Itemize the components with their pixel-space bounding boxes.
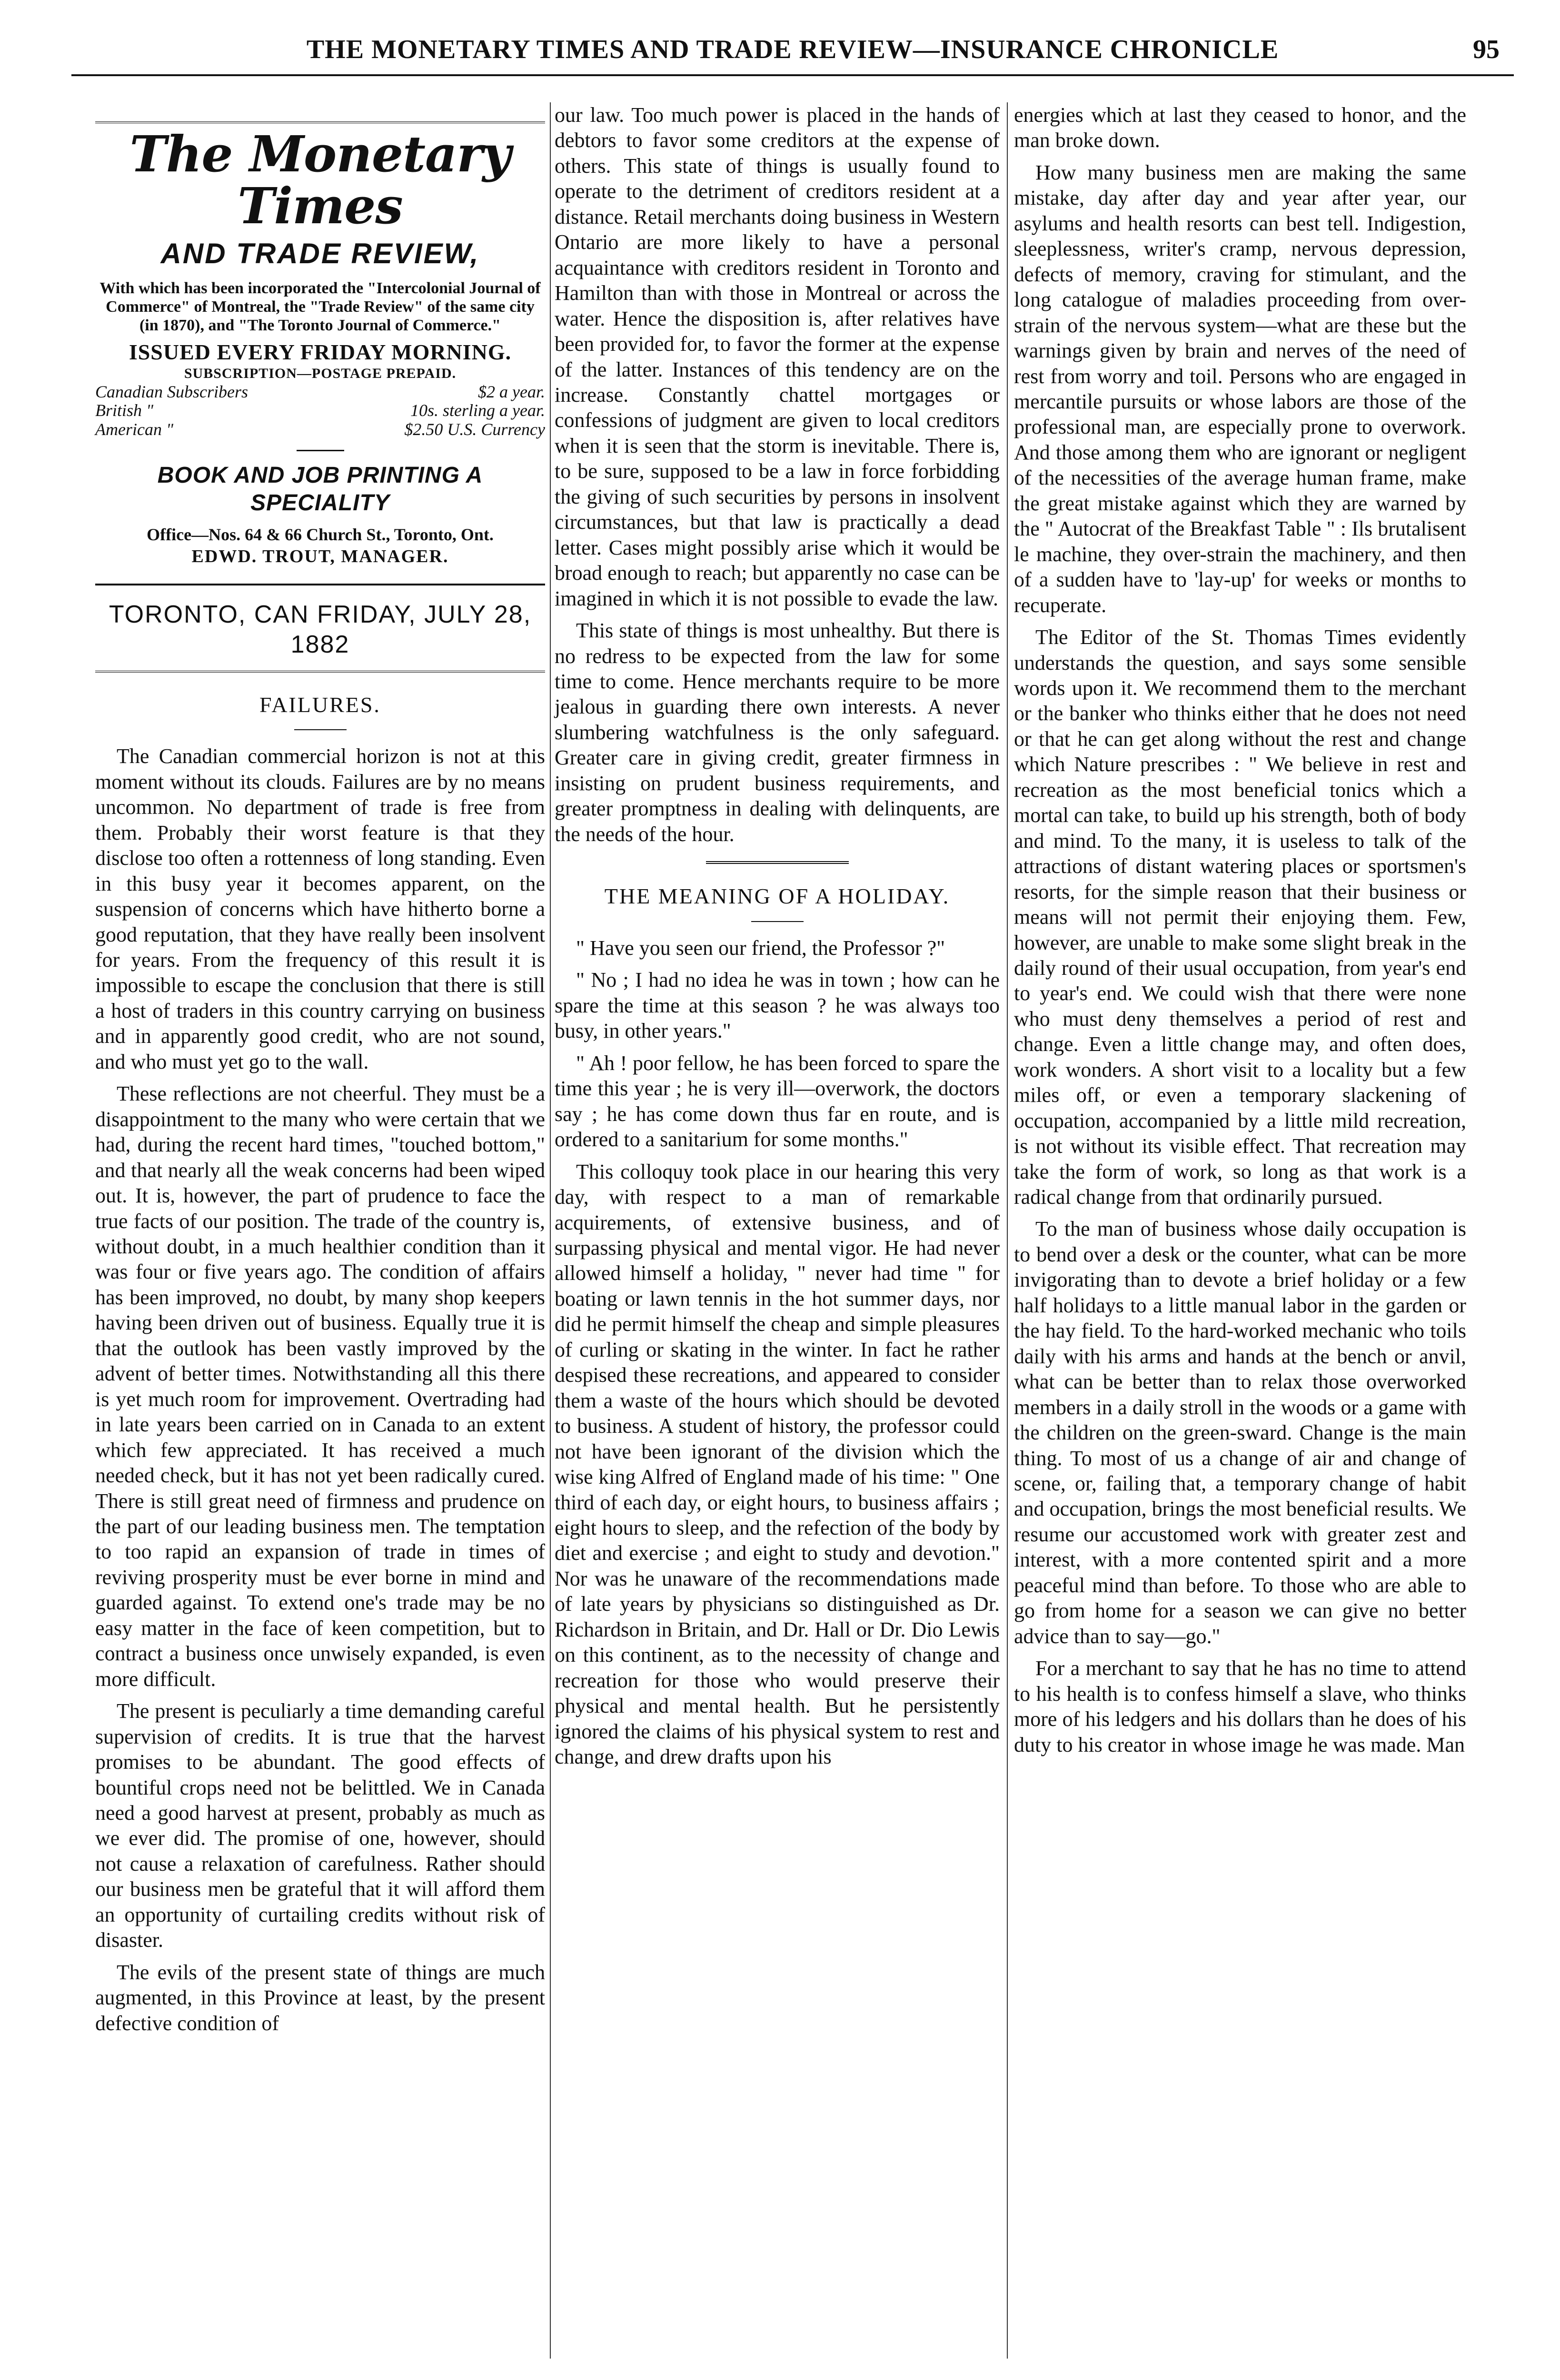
paragraph: " Ah ! poor fellow, he has been forced to spare the time this year ; he is very ill—overwork, the doctors say ; he has come down thus far en route, and is ordered to a sanitarium for some months." bbox=[555, 1051, 1000, 1151]
column-divider bbox=[550, 102, 551, 2359]
dateline: TORONTO, CAN FRIDAY, JULY 28, 1882 bbox=[95, 584, 545, 672]
paragraph: How many business men are making the same mistake, day after day and year after year, our asylums and health resorts can best tell. Indigestion, sleeplessness, writer's cramp, nervous depression, defects of memory, craving for stimulant, and the long catalogue of maladies proceeding from over-strain of the nervous system—what are these but the warnings given by brain and nerves of the need of rest from worry and toil. Persons who are engaged in mercantile pursuits or whose labors are those of the professional man, are especially prone to overwork. And those among them who are ignorant or negligent of the necessities of the average human frame, make the great mistake against which they are warned by the " Autocrat of the Breakfast Table " : Ils brutalisent le machine, they over-strain the machinery, and then of a sudden have to 'lay-up' for weeks or months to recuperate. bbox=[1014, 160, 1466, 617]
header-rule bbox=[71, 74, 1514, 76]
issued-line: ISSUED EVERY FRIDAY MORNING. bbox=[129, 339, 512, 364]
article-title-holiday: THE MEANING OF A HOLIDAY. bbox=[604, 884, 950, 909]
subscription-title: SUBSCRIPTION—POSTAGE PREPAID. bbox=[184, 366, 457, 382]
paragraph: To the man of business whose daily occupation is to bend over a desk or the counter, what can be more invigorating than to devote a brief holiday or a few half holidays to a little manual labor in the garden or the hay field. To the hard-worked mechanic who toils daily with his arms and hands at the bench or anvil, what can be better than to relax those overworked members in a daily stroll in the woods or a game with the children on the green-sward. Change is the main thing. To most of us a change of air and change of scene, or, failing that, a temporary change of habit and occupation, brings the most beneficial results. We resume our accustomed work with greater zest and interest, with a more contented spirit and a more peaceful mind than before. To those who are able to go from home for a season we can give no better advice than to say—go." bbox=[1014, 1217, 1466, 1648]
page-number: 95 bbox=[1473, 35, 1500, 64]
paragraph: For a merchant to say that he has no time to attend to his health is to confess himself a slave, who thinks more of his ledgers and his dollars than he does of his duty to his creator in whose image he was made. Man bbox=[1014, 1656, 1466, 1756]
running-title: THE MONETARY TIMES AND TRADE REVIEW—INSURANCE CHRONICLE bbox=[306, 35, 1279, 64]
column-2 bbox=[555, 102, 1000, 1776]
article-separator bbox=[706, 861, 849, 864]
rate-label: Canadian Subscribers bbox=[95, 382, 248, 401]
masthead-title: The Monetary Times bbox=[129, 125, 511, 236]
paragraph: This colloquy took place in our hearing this very day, with respect to a man of remarkable acquirements, of extensive business, and of surpassing physical and mental vigor. He had never allowed himself a holiday, " never had time " for boating or lawn tennis in the hot summer days, nor did he permit himself the cheap and simple pleasures of curling or skating in the winter. In fact he rather despised these recreations, and appeared to consider them a waste of the hours which should be devoted to business. A student of history, the professor could not have been ignorant of the division which the wise king Alfred of England made of his time: " One third of each day, or eight hours, to business affairs ; eight hours to sleep, and the refection of the body by diet and exercise ; and eight to study and devotion." Nor was he unaware of the recommendations made of late years by physicians so distinguished as Dr. Richardson in Britain, and Dr. Hall or Dr. Dio Lewis on this continent, as to the necessity of change and recreation for those who would preserve their physical and mental health. But he persistently ignored the claims of his physical system to rest and change, and drew drafts upon his bbox=[555, 1160, 1000, 1769]
page-header bbox=[71, 34, 1514, 82]
masthead-subtitle: AND TRADE REVIEW, bbox=[160, 238, 480, 270]
article-title-failures: FAILURES. bbox=[259, 692, 381, 717]
rate-price: $2.50 U.S. Currency bbox=[404, 420, 545, 439]
rate-row bbox=[95, 383, 545, 402]
paragraph: This state of things is most unhealthy. But there is no redress to be expected from the law for some time to come. Hence merchants require to be more jealous in guarding there own interests. A never slumbering watchfulness is the only safeguard. Greater care in giving credit, greater firmness in insisting on prudent business requirements, and greater promptness in dealing with delinquents, are the needs of the hour. bbox=[555, 619, 1000, 846]
incorporation-note: With which has been incorporated the "Intercolonial Journal of Commerce" of Montreal, the "Trade Review" of the same city (in 1870), and "The Toronto Journal of Commerce." bbox=[99, 279, 541, 335]
title-rule bbox=[751, 921, 804, 922]
rate-row bbox=[95, 420, 545, 439]
office-address: Office—Nos. 64 & 66 Church St., Toronto, Ont. bbox=[147, 525, 494, 545]
column-divider bbox=[1007, 102, 1008, 2359]
rate-price: 10s. sterling a year. bbox=[410, 401, 545, 420]
subscription-rates bbox=[95, 383, 545, 439]
rate-label: British " bbox=[95, 401, 154, 420]
paragraph: our law. Too much power is placed in the hands of debtors to favor some creditors at the expense of others. This state of things is usually found to operate to the detriment of creditors resident at a distance. Retail merchants doing business in Western Ontario are more likely to have a personal acquaintance with creditors resident in Toronto and Hamilton than with those in Montreal or across the water. Hence the disposition is, after relatives have been provided for, to favor the former at the expense of the latter. Instances of this tendency are on the increase. Constantly chattel mortgages or confessions of judgment are given to local creditors when it is seen that the storm is inevitable. There is, to be sure, supposed to be a law in force forbidding the giving of such securities by persons in insolvent circumstances, but that law is practically a dead letter. Cases might possibly arise which it would be broad enough to reach; but apparently no case can be imagined in which it is not possible to evade the law. bbox=[555, 103, 1000, 610]
paragraph: " No ; I had no idea he was in town ; how can he spare the time at this season ? he was always too busy, in other years." bbox=[555, 968, 1000, 1043]
paragraph: The present is peculiarly a time demanding careful supervision of credits. It is true that the harvest promises to be abundant. The good effects of bountiful crops need not be belittled. We in Canada need a good harvest at present, probably as much as we ever did. The promise of one, however, should not cause a relaxation of carefulness. Rather should our business men be grateful that it will afford them an opportunity of curtailing credits without risk of disaster. bbox=[95, 1699, 545, 1952]
paragraph: energies which at last they ceased to honor, and the man broke down. bbox=[1014, 103, 1466, 152]
title-rule bbox=[294, 729, 347, 730]
printing-specialty: BOOK AND JOB PRINTING A SPECIALITY bbox=[157, 462, 483, 516]
paragraph: The Canadian commercial horizon is not at this moment without its clouds. Failures are by no means uncommon. No department of trade is free from them. Probably their worst feature is that they disclose too often a rottenness of long standing. Even in this busy year it becomes apparent, on the suspension of concerns which have hitherto borne a good reputation, that they have really been insolvent for years. From the frequency of this result it is impossible to escape the conclusion that there is still a host of traders in this country carrying on business and in apparently good credit, who are not sound, and who must yet go to the wall. bbox=[95, 744, 545, 1073]
rate-row bbox=[95, 401, 545, 420]
rate-price: $2 a year. bbox=[478, 382, 545, 401]
paragraph: " Have you seen our friend, the Professor ?" bbox=[576, 936, 945, 960]
rate-label: American " bbox=[95, 420, 174, 439]
column-3 bbox=[1014, 102, 1466, 1764]
paragraph: These reflections are not cheerful. They must be a disappointment to the many who were certain that we had, during the recent hard times, "touched bottom," and that nearly all the weak concerns had been wiped out. It is, however, the part of prudence to face the true facts of our position. The trade of the country is, without doubt, in a much healthier condition than it was four or five years ago. The condition of affairs has been improved, no doubt, by many shop keepers having been driven out of business. Equally true it is that the outlook has been vastly improved by the advent of better times. Notwithstanding all this there is yet much room for improvement. Overtrading had in late years been carried on in Canada to an extent which few appreciated. It has received a much needed check, but it has not yet been radically cured. There is still great need of firmness and prudence on the part of our leading business men. The temptation to too rapid an expansion of trade in times of reviving prosperity must be ever borne in mind and guarded against. To extend one's trade may be no easy matter in the face of keen competition, but to contract a business once unwisely expanded, is even more difficult. bbox=[95, 1082, 545, 1691]
short-rule bbox=[297, 450, 344, 451]
paragraph: The Editor of the St. Thomas Times evidently understands the question, and says some sensible words upon it. We recommend them to the merchant or the banker who thinks either that he does not need or that he can get along without the rest and change which Nature prescribes : " We believe in rest and recreation as the most beneficial tonics which a mortal can take, to build up his strength, both of body and mind. To the many, it is useless to talk of the attractions of distant watering places or sportsmen's resorts, for the simple reason that their business or means will not permit their enjoying them. Few, however, are unable to make some slight break in the daily round of their usual occupation, from year's end to year's end. We could wish that there were none who must deny themselves a period of rest and change. Even a little change may, and often does, work wonders. A short visit to a locality but a few miles off, or even a temporary slackening of occupation, accompanied by a little mild recreation, is not without its visible effect. That recreation may take the form of work, so long as that work is a radical change from that ordinarily pursued. bbox=[1014, 625, 1466, 1209]
column-1 bbox=[95, 102, 545, 2043]
manager-line: EDWD. TROUT, MANAGER. bbox=[191, 546, 449, 566]
masthead-rule bbox=[95, 121, 545, 123]
paragraph: The evils of the present state of things are much augmented, in this Province at least, by the present defective condition of bbox=[95, 1960, 545, 2035]
